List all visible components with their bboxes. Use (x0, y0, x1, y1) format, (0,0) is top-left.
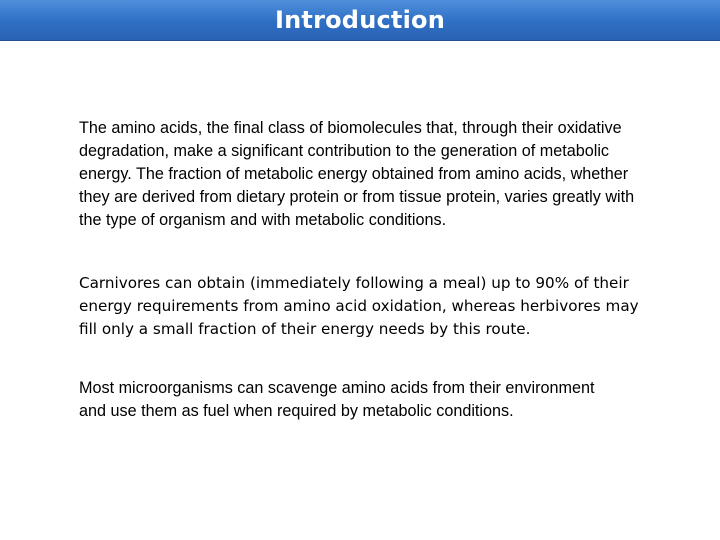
paragraph-carnivores-herbivores: Carnivores can obtain (immediately following a meal) up to 90% of their energy requirements from amino acid oxidation, whereas herbivores may fill only a small fraction of their energy needs by this route. (79, 274, 639, 338)
paragraph-microorganisms: Most microorganisms can scavenge amino acids from their environment and use them as fuel when required by metabolic conditions. (79, 379, 595, 420)
title-bar (0, 0, 720, 41)
paragraph-amino-acid-energy: The amino acids, the final class of biomolecules that, through their oxidative degradation, make a significant contribution to the generation of metabolic energy. The fraction of metabolic energy obtained from amino acids, whether they are derived from dietary protein or from tissue protein, varies greatly with the type of organism and with metabolic conditions. (79, 119, 635, 229)
page-title: Introduction (275, 6, 445, 34)
